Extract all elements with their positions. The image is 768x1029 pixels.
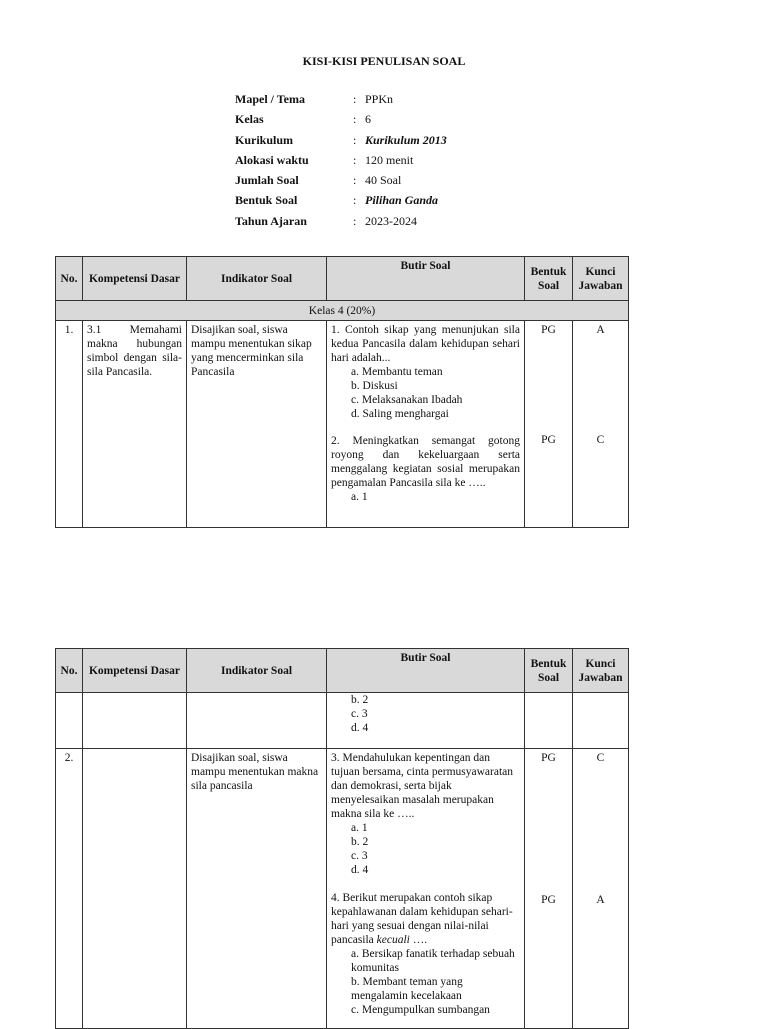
- row-no: 2.: [56, 749, 83, 1029]
- option: a. Bersikap fanatik terhadap sebuah komunitas: [351, 948, 515, 974]
- header-indikator: Indikator Soal: [187, 649, 327, 693]
- kompetensi-dasar: 3.1 Memahami makna hubungan simbol dengan sila-sila Pancasila.: [83, 321, 187, 528]
- header-kunci: Kunci Jawaban: [573, 257, 629, 301]
- header-bentuk: Bentuk Soal: [525, 257, 573, 301]
- meta-value: Pilihan Ganda: [365, 193, 439, 208]
- header-bentuk: Bentuk Soal: [525, 649, 573, 693]
- header-butir: Butir Soal: [327, 649, 525, 693]
- bentuk-soal: PG PG: [525, 321, 573, 528]
- header-indikator: Indikator Soal: [187, 257, 327, 301]
- header-kd: Kompetensi Dasar: [83, 257, 187, 301]
- meta-label: Tahun Ajaran: [235, 213, 307, 228]
- option: b. 2: [351, 694, 369, 706]
- option: d. 4: [351, 864, 369, 876]
- option: c. Mengumpulkan sumbangan: [351, 1004, 490, 1016]
- option: b. Diskusi: [351, 380, 398, 392]
- meta-value: Kurikulum 2013: [365, 132, 447, 147]
- option: d. Saling menghargai: [351, 408, 449, 420]
- indikator-soal: Disajikan soal, siswa mampu menentukan makna sila pancasila: [187, 749, 327, 1029]
- option: b. 2: [351, 836, 369, 848]
- question-3: 3. Mendahulukan kepentingan dan tujuan bersama, cinta permusyawaratan dan demokrasi, serta bijak menyelesaikan masalah merupakan makna sila ke …..: [331, 752, 514, 820]
- header-no: No.: [56, 649, 83, 693]
- option: c. 3: [351, 850, 368, 862]
- kunci-jawaban: C A: [573, 749, 629, 1029]
- kunci-jawaban: A C: [573, 321, 629, 528]
- meta-value: 40 Soal: [365, 173, 402, 188]
- meta-table: Mapel / Tema : PPKn Kelas : 6 Kurikulum : Kurikulum 2013 Alokasi waktu : 120 menit Jumlah Soal : 40 Soal Bentuk Soal : Pilihan Ganda Tahun Ajaran : 2023-2024: [235, 92, 447, 234]
- option: c. 3: [351, 708, 368, 720]
- question-4: 4. Berikut merupakan contoh sikap kepahlawanan dalam kehidupan sehari-hari yang sesuai dengan nilai-nilai pancasila kecuali ….: [331, 892, 513, 946]
- document-title: KISI-KISI PENULISAN SOAL: [302, 54, 466, 68]
- header-kunci: Kunci Jawaban: [573, 649, 629, 693]
- meta-value: 120 menit: [365, 152, 414, 167]
- header-butir: Butir Soal: [327, 257, 525, 301]
- option: a. 1: [351, 822, 368, 834]
- meta-value: 2023-2024: [365, 213, 417, 228]
- kisi-table-2: [55, 648, 629, 1029]
- meta-label: Kurikulum: [235, 132, 294, 147]
- row-no: 1.: [56, 321, 83, 528]
- option: b. Membant teman yang mengalamin kecelakaan: [351, 976, 463, 1002]
- meta-value: 6: [365, 112, 371, 127]
- meta-label: Kelas: [235, 112, 264, 127]
- butir-soal: [327, 321, 525, 528]
- butir-soal-continued: [327, 693, 525, 749]
- bentuk-soal: PG PG: [525, 749, 573, 1029]
- option: a. 1: [351, 491, 368, 503]
- indikator-soal: Disajikan soal, siswa mampu menentukan sikap yang mencerminkan sila Pancasila: [187, 321, 327, 528]
- meta-label: Bentuk Soal: [235, 193, 298, 208]
- meta-label: Alokasi waktu: [235, 152, 309, 167]
- option: d. 4: [351, 722, 369, 734]
- kelas-band: Kelas 4 (20%): [56, 301, 629, 321]
- header-no: No.: [56, 257, 83, 301]
- kompetensi-dasar: [83, 749, 187, 1029]
- header-kd: Kompetensi Dasar: [83, 649, 187, 693]
- butir-soal: [327, 749, 525, 1029]
- option: a. Membantu teman: [351, 366, 443, 378]
- question-2: 2. Meningkatkan semangat gotong royong dan kekeluargaan serta menggalang kegiatan sosial merupakan pengamalan Pancasila sila ke …..: [331, 435, 520, 489]
- question-1: 1. Contoh sikap yang menunjukan sila kedua Pancasila dalam kehidupan sehari hari adalah...: [331, 324, 520, 364]
- meta-value: PPKn: [365, 92, 394, 106]
- meta-label: Mapel / Tema: [235, 92, 306, 106]
- kisi-table-1: [55, 256, 629, 528]
- option: c. Melaksanakan Ibadah: [351, 394, 463, 406]
- meta-label: Jumlah Soal: [235, 173, 299, 188]
